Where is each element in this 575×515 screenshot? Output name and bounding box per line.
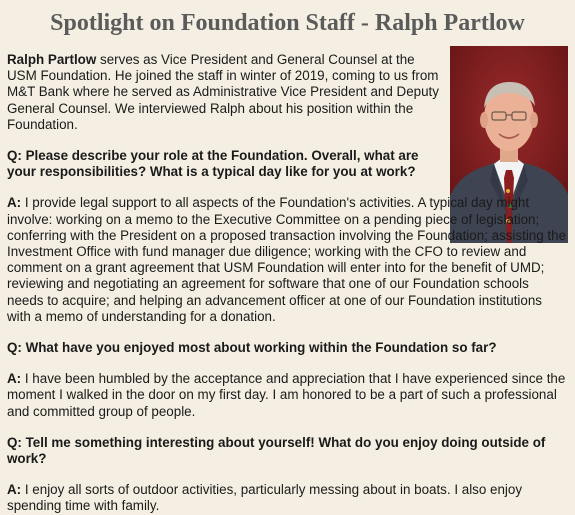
article-body [7, 52, 569, 515]
answer-1: A: I provide legal support to all aspects of the Foundation's activities. A typical day might involve: working on a memo to the Executive Committee on a pending piece of legislation; conferring with the President on a proposed transaction involving the Foundation; assisting the Investment Office with fund manager due diligence; working with the CFO to review and comment on a grant agreement that USM Foundation will enter into for the benefit of UMD; reviewing and negotiating an agreement for software that one of our Foundation schools needs to acquire; and helping an advancement officer at one of our Foundation institutions with a memo of understanding for a donation. [7, 195, 567, 324]
intro-paragraph [7, 52, 447, 133]
intro-text: serves as Vice President and General Counsel at the USM Foundation. He joined the staff in winter of 2019, coming to us from M&T Bank where he served as Administrative Vice President and Deputy General Counsel. We interviewed Ralph about his position within the Foundation. [7, 52, 439, 132]
page-title: Spotlight on Foundation Staff - Ralph Partlow [50, 10, 525, 36]
staff-name: Ralph Partlow [7, 52, 97, 67]
question-2: Q: What have you enjoyed most about working within the Foundation so far? [7, 340, 497, 356]
answer-2: A: I have been humbled by the acceptance and appreciation that I have experienced since the moment I walked in the door on my first day. I am honored to be a part of such a professional and committed group of people. [7, 371, 566, 419]
answer-3: A: I enjoy all sorts of outdoor activities, particularly messing about in boats. I also enjoy spending time with family. [7, 482, 523, 514]
question-1: Q: Please describe your role at the Foundation. Overall, what are your responsibilities? What is a typical day like for you at work? [7, 148, 419, 180]
question-3: Q: Tell me something interesting about yourself! What do you enjoy doing outside of work? [7, 434, 546, 467]
